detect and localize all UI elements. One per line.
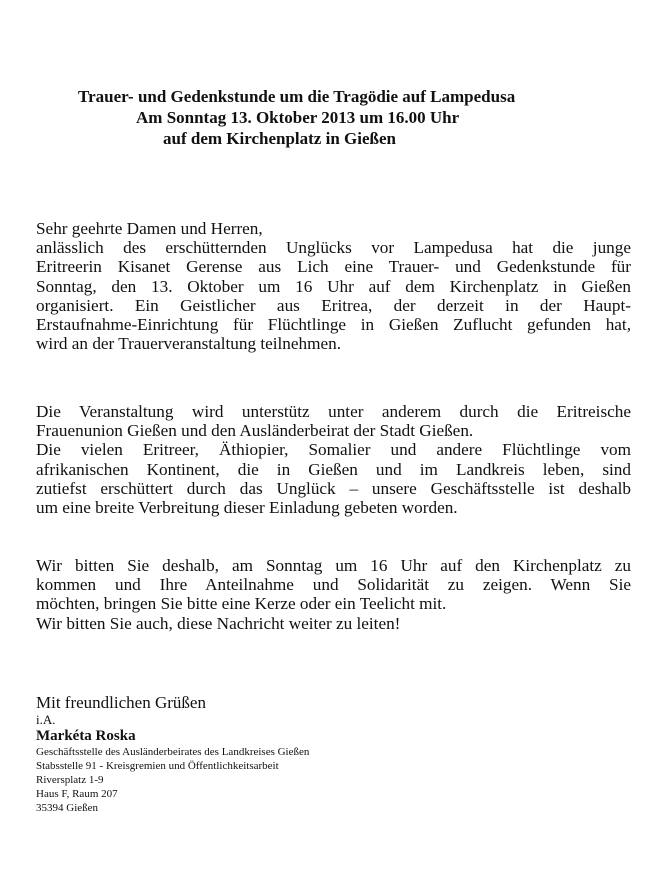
signatory-name: Markéta Roska — [36, 728, 136, 744]
text-line: Eritreerin Kisanet Gerense aus Lich eine Trauer- und Gedenkstunde für — [36, 257, 631, 277]
text-line: zutiefst erschüttert durch das Unglück – unsere Geschäftsstelle ist deshalb — [36, 478, 631, 498]
text-line: um eine breite Verbreitung dieser Einladung gebeten worden. — [36, 498, 458, 518]
paragraph-request — [36, 556, 631, 633]
paragraph-support — [36, 402, 631, 517]
text-line: Frauenunion Gießen und den Ausländerbeirat der Stadt Gießen. — [36, 421, 474, 441]
text-line: organisiert. Ein Geistlicher aus Eritrea, der derzeit in der Haupt- — [36, 295, 631, 315]
text-line: Wir bitten Sie deshalb, am Sonntag um 16 Uhr auf den Kirchenplatz zu — [36, 556, 631, 575]
on-behalf-marker: i.A. — [36, 712, 56, 727]
text-line: Die Veranstaltung wird unterstütz unter anderem durch die Eritreische — [36, 402, 631, 421]
text-line: Erstaufnahme-Einrichtung für Flüchtlinge in Gießen Zuflucht gefunden hat, — [36, 315, 631, 335]
header-date-line: Am Sonntag 13. Oktober 2013 um 16.00 Uhr — [136, 108, 460, 127]
text-line: kommen und Ihre Anteilnahme und Solidarität zu zeigen. Wenn Sie — [36, 575, 631, 595]
address-room: Haus F, Raum 207 — [36, 788, 118, 800]
header-title-line: Trauer- und Gedenkstunde um die Tragödie auf Lampedusa — [78, 87, 516, 106]
text-line: Sonntag, den 13. Oktober um 16 Uhr auf dem Kirchenplatz in Gießen — [36, 276, 631, 296]
text-line: anlässlich des erschütternden Unglücks vor Lampedusa hat die junge — [36, 238, 631, 258]
office-line: Geschäftsstelle des Ausländerbeirates des Landkreises Gießen — [36, 746, 310, 758]
header-location-line: auf dem Kirchenplatz in Gießen — [163, 129, 396, 148]
paragraph-invitation — [36, 219, 631, 353]
closing-greeting: Mit freundlichen Grüßen — [36, 693, 206, 712]
address-street: Riversplatz 1-9 — [36, 774, 104, 786]
text-line: möchten, bringen Sie bitte eine Kerze oder ein Teelicht mit. — [36, 594, 447, 614]
department-line: Stabsstelle 91 - Kreisgremien und Öffentlichkeitsarbeit — [36, 760, 279, 772]
address-city: 35394 Gießen — [36, 802, 99, 814]
document-header — [0, 86, 668, 149]
text-line: Wir bitten Sie auch, diese Nachricht weiter zu leiten! — [36, 613, 401, 633]
text-line: afrikanischen Kontinent, die in Gießen und im Landkreis leben, sind — [36, 459, 631, 479]
salutation-line: Sehr geehrte Damen und Herren, — [36, 219, 263, 238]
signature-block — [36, 693, 456, 815]
text-line: wird an der Trauerveranstaltung teilnehmen. — [36, 334, 341, 354]
text-line: Die vielen Eritreer, Äthiopier, Somalier und andere Flüchtlinge vom — [36, 440, 631, 460]
